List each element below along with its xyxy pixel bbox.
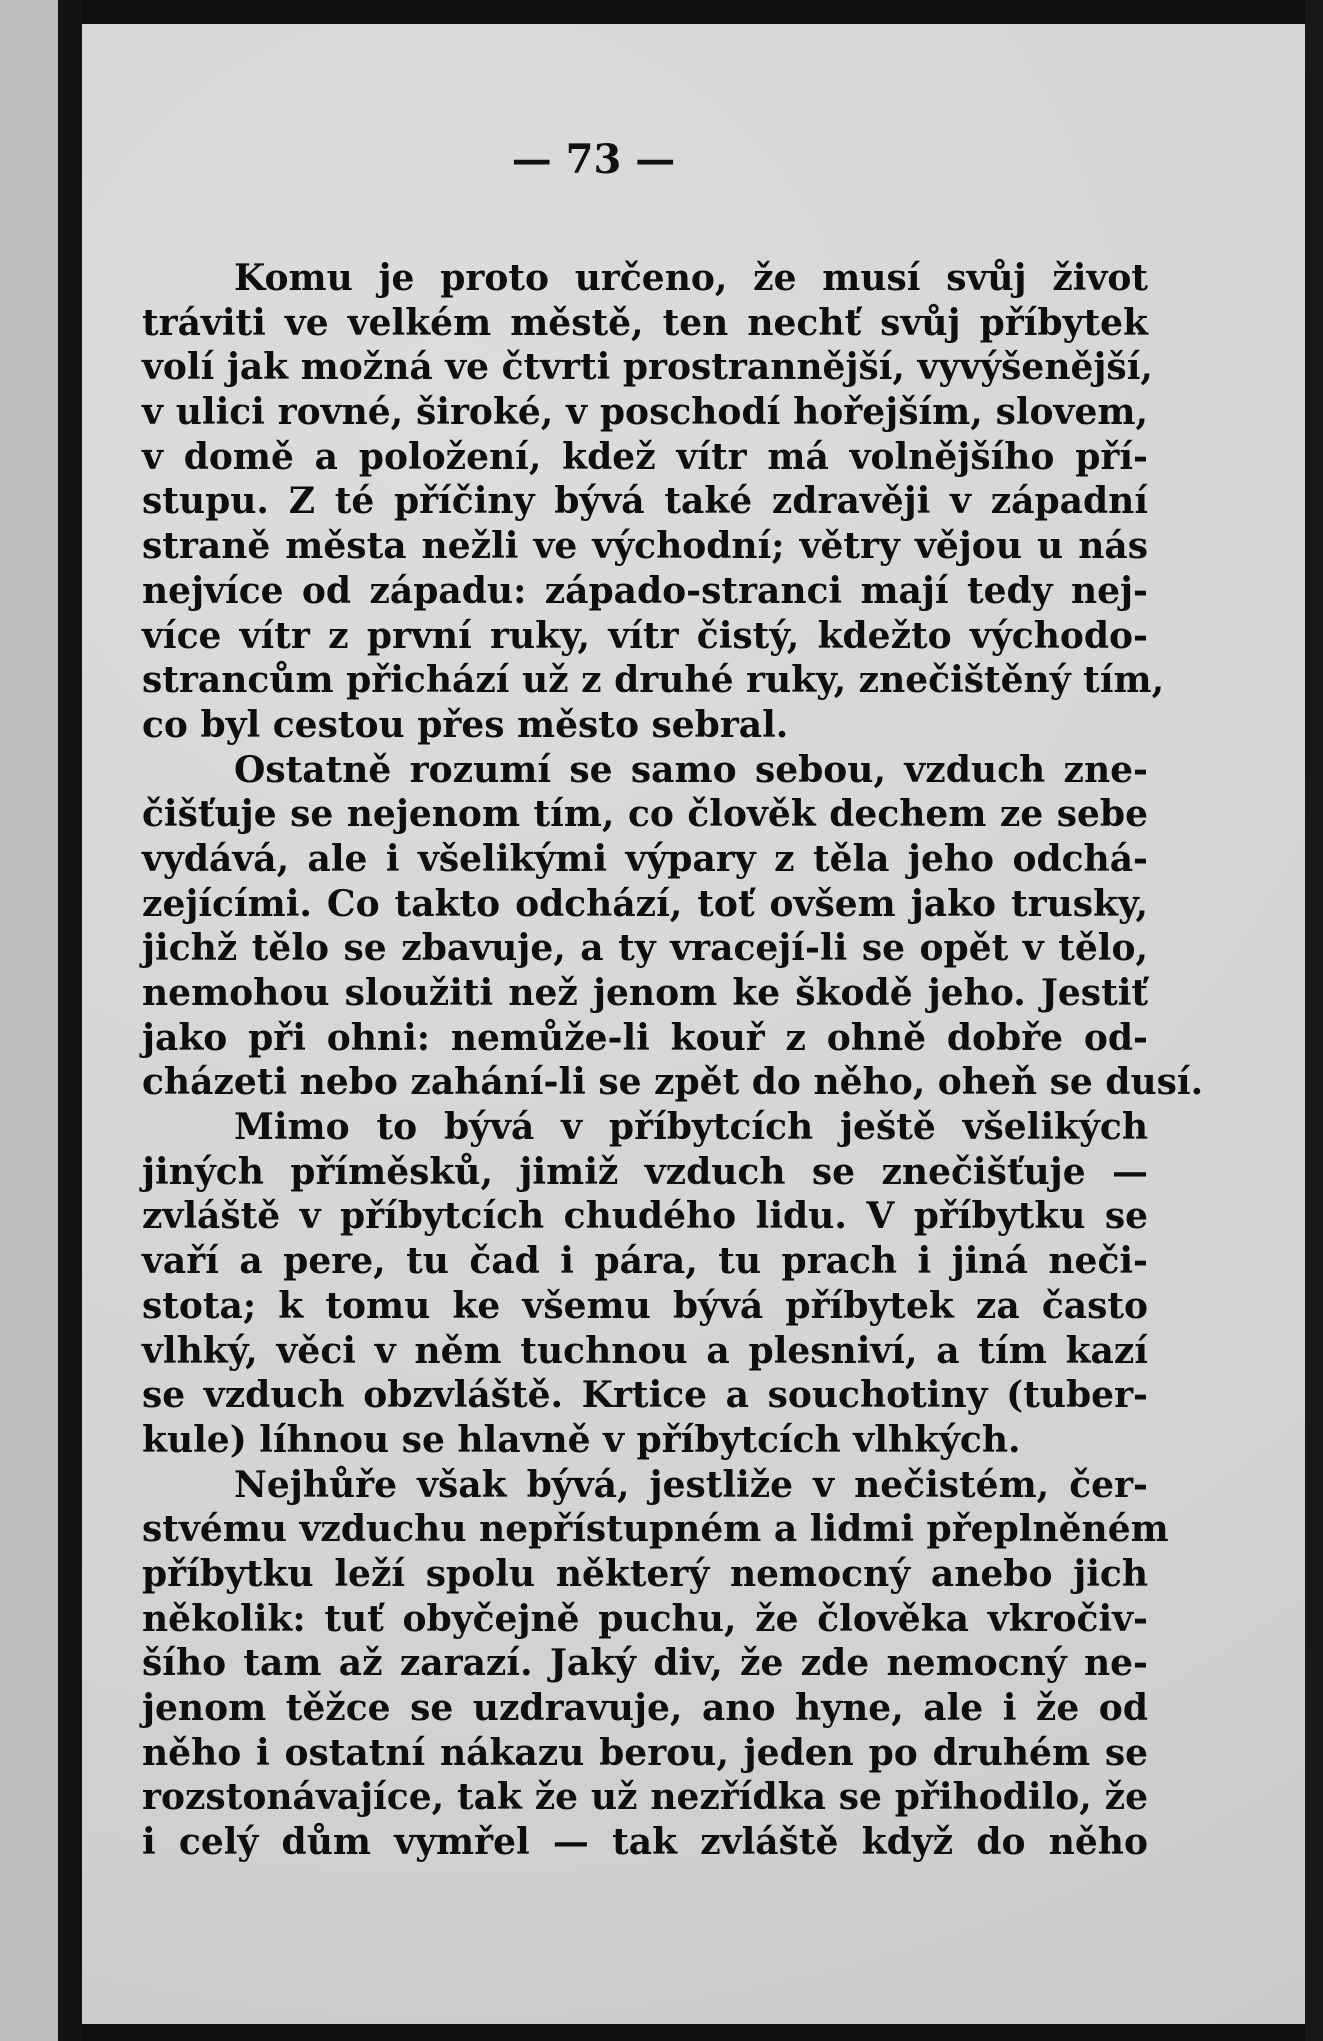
text-line: šího tam až zarazí. Jaký div, že zde nemocný ne-	[142, 1642, 1148, 1685]
text-line: Nejhůře však bývá, jestliže v nečistém, čer-	[234, 1463, 1148, 1506]
text-line: vaří a pere, tu čad i pára, tu prach i jiná neči-	[142, 1240, 1148, 1283]
text-line: strancům přichází už z druhé ruky, znečištěný tím,	[142, 659, 1165, 702]
text-line: stota; k tomu ke všemu bývá příbytek za často	[142, 1284, 1148, 1327]
text-line: jiných příměsků, jimiž vzduch se znečišťuje —	[142, 1150, 1148, 1193]
text-line: straně města nežli ve východní; větry vějou u nás	[142, 525, 1148, 568]
text-line: stupu. Z té příčiny bývá také zdravěji v západní	[142, 480, 1148, 523]
text-line: Mimo to bývá v příbytcích ještě všelikých	[234, 1106, 1148, 1149]
page-text	[142, 256, 1204, 1865]
scan-left-edge	[0, 0, 58, 2041]
text-line: co byl cestou přes město sebral.	[142, 703, 789, 746]
text-line: v domě a položení, kdež vítr má volnějšího pří-	[142, 435, 1148, 478]
text-line: kule) líhnou se hlavně v příbytcích vlhkých.	[142, 1418, 1021, 1461]
text-line: zvláště v příbytcích chudého lidu. V příbytku se	[142, 1195, 1148, 1238]
text-line: v ulici rovné, široké, v poschodí hořejším, slovem,	[142, 391, 1148, 434]
scan-binding-gutter	[58, 0, 82, 2041]
text-line: Komu je proto určeno, že musí svůj život	[234, 257, 1148, 299]
text-line: nejvíce od západu: západo-stranci mají tedy nej-	[142, 569, 1148, 612]
text-line: jako při ohni: nemůže-li kouř z ohně dobře od-	[142, 1016, 1148, 1059]
text-line: stvému vzduchu nepřístupném a lidmi přeplněném	[142, 1508, 1169, 1551]
text-line: více vítr z první ruky, vítr čistý, kdežto východo-	[142, 614, 1148, 657]
text-line: i celý dům vymřel — tak zvláště když do něho	[142, 1821, 1148, 1864]
text-line: několik: tuť obyčejně puchu, že člověka vkročiv-	[142, 1597, 1148, 1640]
text-line: nemohou sloužiti než jenom ke škodě jeho. Jestiť	[142, 972, 1148, 1014]
text-line: vydává, ale i všelikými výpary z těla jeho odchá-	[142, 837, 1148, 880]
text-line: se vzduch obzvláště. Krtice a souchotiny (tuber-	[142, 1374, 1148, 1417]
text-line: něho i ostatní nákazu berou, jeden po druhém se	[142, 1731, 1148, 1774]
text-line: Ostatně rozumí se samo sebou, vzduch zne-	[234, 748, 1148, 791]
text-line: vlhký, věci v něm tuchnou a plesniví, a tím kazí	[142, 1329, 1148, 1372]
page-number: — 73 —	[511, 136, 676, 183]
scan-right-edge	[1305, 0, 1323, 2041]
text-line: jichž tělo se zbavuje, a ty vracejí-li se opět v tělo,	[142, 927, 1148, 970]
text-line: čišťuje se nejenom tím, co člověk dechem ze sebe	[142, 793, 1148, 836]
book-page	[82, 24, 1305, 2024]
text-line: příbytku leží spolu některý nemocný anebo jich	[142, 1552, 1148, 1595]
text-line: cházeti nebo zahání-li se zpět do něho, oheň se dusí.	[142, 1061, 1204, 1104]
text-line: rozstonávajíce, tak že už nezřídka se přihodilo, že	[142, 1776, 1148, 1819]
text-line: volí jak možná ve čtvrti prostrannější, vyvýšenější,	[142, 346, 1153, 389]
text-line: zejícími. Co takto odchází, toť ovšem jako trusky,	[142, 882, 1148, 925]
text-line: jenom těžce se uzdravuje, ano hyne, ale i že od	[142, 1687, 1148, 1729]
text-line: tráviti ve velkém městě, ten nechť svůj příbytek	[142, 301, 1148, 344]
